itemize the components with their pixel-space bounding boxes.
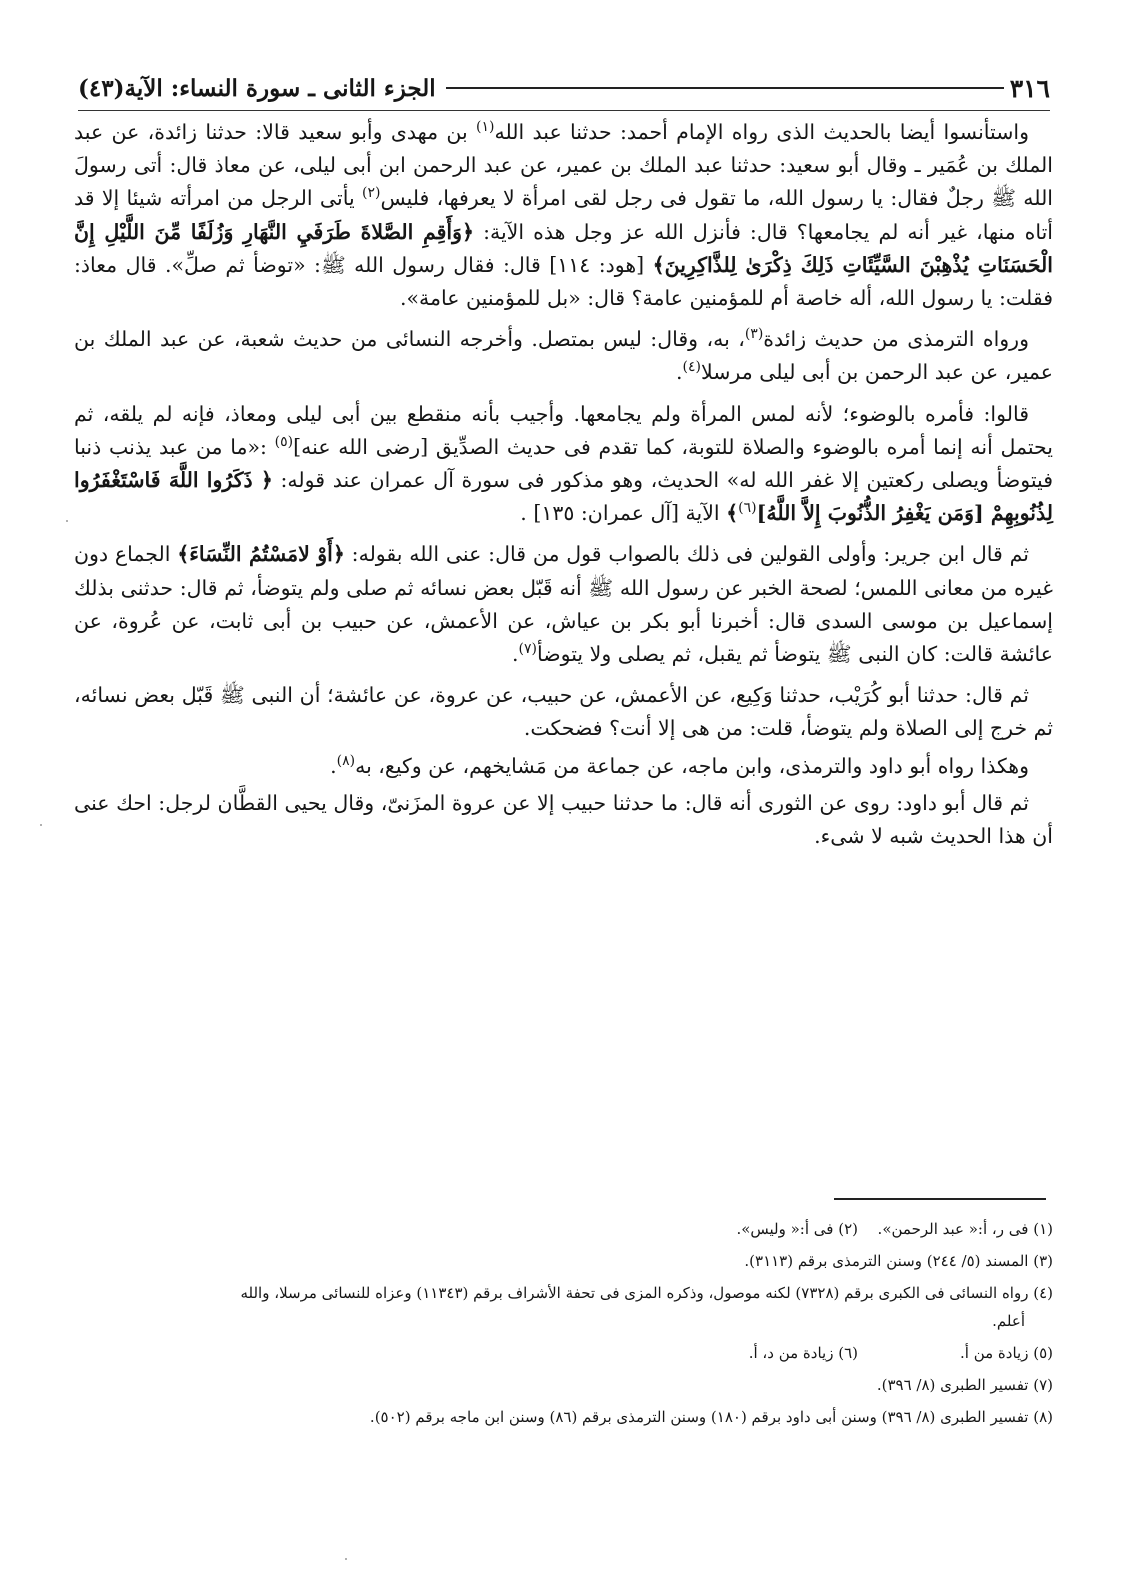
footnote-ref-6: (٦) [738,500,757,517]
text: يأتى الرجل من امرأته شيئا إلا قد أتاه منها، غير أنه لم يجامعها؟ قال: فأنزل الله عز وجل هذه الآية: [74,186,1053,244]
text: وهكذا رواه أبو داود والترمذى، وابن ماجه، عن جماعة من مَشايخهم، عن وكيع، به [355,753,1029,778]
quran-verse: ﴿ ذَكَرُوا اللَّهَ فَاسْتَغْفَرُوا لِذُنُوبِهِمْ [وَمَن يَغْفِرُ الذُّنُوبَ إِلاَّ اللَّهُ] [74,468,1053,526]
footnote-7: (٧) تفسير الطبرى (٨/ ٣٩٦). [876,1376,1053,1394]
paragraph-4 [74,538,1053,671]
running-header [78,68,1050,108]
quran-bracket: ﴾ [726,501,739,526]
footnote-ref-3: (٣) [744,326,764,343]
footnote-8: (٨) تفسير الطبرى (٨/ ٣٩٦) وسنن أبى داود برقم (١٨٠) وسنن الترمذى برقم (٨٦) وسنن ابن ماجه برقم (٥٠٢). [369,1408,1053,1426]
text: الآية [آل عمران: ١٣٥] . [520,501,727,526]
footnote-row [74,1339,1053,1367]
text: ثم قال ابن جرير: وأولى القولين فى ذلك بالصواب قول من قال: عنى الله بقوله: [344,542,1029,567]
text: ، به، وقال: ليس بمتصل. وأخرجه النسائى من حديث شعبة، عن عبد الملك بن عمير، عن عبد الرحمن بن أبى ليلى مرسلا [74,327,1053,385]
text: ثم قال: حدثنا أبو كُرَيْب، حدثنا وَكِيع، عن الأعمش، عن حبيب، عن عروة، عن عائشة؛ أن النبى ﷺ قَبّل بعض نسائه، ثم خرج إلى الصلاة ولم يتوضأ، قلت: من هى إلا أنت؟ فضحكت. [74,683,1053,741]
footnote-1: (١) فى ر، أ:« عبد الرحمن». [877,1220,1053,1238]
quran-verse: ﴿وَأَقِمِ الصَّلاةَ طَرَفَيِ النَّهَارِ وَزُلَفًا مِّنَ اللَّيْلِ إِنَّ الْحَسَنَاتِ يُذْهِبْنَ السَّيِّئَاتِ ذَلِكَ ذِكْرَىٰ لِلذَّاكِرِينَ﴾ [74,219,1053,277]
footnote-row [74,1215,1053,1243]
text: :«ما من عبد يذنب ذنبا فيتوضأ ويصلى ركعتين إلا غفر الله له» الحديث، وهو مذكور فى سورة آل عمران عند قوله: [74,434,1054,493]
paragraph-7 [74,787,1053,853]
footnote-2: (٢) فى أ:« وليس». [736,1220,858,1238]
page-number: ٣١٦ [1009,73,1050,103]
text: . [675,360,683,385]
scan-speck [40,824,42,826]
footnotes [74,1215,1053,1435]
text: ثم قال أبو داود: روى عن الثورى أنه قال: ما حدثنا حبيب إلا عن عروة المزَنىّ، وقال يحيى القطَّان لرجل: احك عنى أن هذا الحديث شبه لا شىء. [74,790,1053,849]
text: . [511,642,519,667]
header-rule [446,87,1004,89]
text: ورواه الترمذى من حديث زائدة [763,327,1029,352]
text: . [330,753,337,778]
footnote-4-text: (٤) رواه النسائى فى الكبرى برقم (٧٣٢٨) لكنه موصول، وذكره المزى فى تحفة الأشراف برقم (١١٣٤٣) وعزاه للنسائى مرسلا، والله [240,1284,1053,1302]
footnote-6: (٦) زيادة من د، أ. [748,1344,858,1362]
footnote-ref-1: (١) [476,119,495,136]
text: الجماع دون غيره من معانى اللمس؛ لصحة الخبر عن رسول الله ﷺ أنه قَبّل بعض نسائه ثم صلى ولم يتوضأ، ثم قال: حدثنى بذلك إسماعيل بن موسى السدى قال: أخبرنا أبو بكر بن عياش، عن الأعمش، عن حبيب بن أبى ثابت، عن عُروة، عن عائشة قالت: كان النبى ﷺ يتوضأ ثم يقبل، ثم يصلى ولا يتوضأ [74,542,1053,667]
footnote-4-continuation: أعلم. [992,1312,1025,1330]
footnote-ref-4: (٤) [682,359,701,376]
footnote-3: (٣) المسند (٥/ ٢٤٤) وسنن الترمذى برقم (٣١١٣). [744,1252,1053,1270]
paragraph-5 [74,679,1053,745]
footnote-ref-5: (٥) [274,434,294,450]
text: قالوا: فأمره بالوضوء؛ لأنه لمس المرأة ولم يجامعها. وأجيب بأنه منقطع بين أبى ليلى ومعاذ، فإنه لم يلقه، ثم يحتمل أنه إنما أمره بالوضوء والصلاة للتوبة، كما تقدم فى حديث الصدِّيق [رضى الله عنه] [74,401,1053,459]
paragraph-6 [74,750,1053,783]
text: [هود: ١١٤] قال: فقال رسول الله ﷺ: «توضأ ثم صلِّ». قال معاذ: فقلت: يا رسول الله، أله خاصة أم للمؤمنين عامة؟ قال: «بل للمؤمنين عامة». [74,252,1053,311]
footnote-ref-8: (٨) [336,752,356,769]
scan-speck [345,1558,347,1560]
footnote-ref-2: (٢) [361,185,381,202]
footnote-4 [74,1279,1053,1335]
paragraph-2 [74,323,1053,389]
footnote-5: (٥) زيادة من أ. [960,1344,1053,1362]
text: بن مهدى وأبو سعيد قالا: حدثنا زائدة، عن عبد الملك بن عُمَير ـ وقال أبو سعيد: حدثنا عبد الملك بن عمير، عن عبد الرحمن ابن أبى ليلى، عن معاذ قال: أتى رسولَ الله ﷺ رجلٌ فقال: يا رسول الله، ما تقول فى رجل لقى امرأة لا يعرفها، فليس [74,120,1054,211]
footnote-ref-7: (٧) [518,641,537,658]
footnote-separator [834,1198,1046,1200]
paragraph-1 [74,116,1053,315]
scan-speck [66,520,68,522]
main-text [74,116,1053,861]
header-title: الجزء الثانى ـ سورة النساء: الآية(٤٣) [78,74,436,102]
header-underline [78,110,1050,111]
paragraph-3 [74,398,1053,531]
quran-verse: ﴿أَوْ لامَسْتُمُ النِّسَاءَ﴾ [177,542,345,567]
text: واستأنسوا أيضا بالحديث الذى رواه الإمام أحمد: حدثنا عبد الله [494,120,1029,144]
